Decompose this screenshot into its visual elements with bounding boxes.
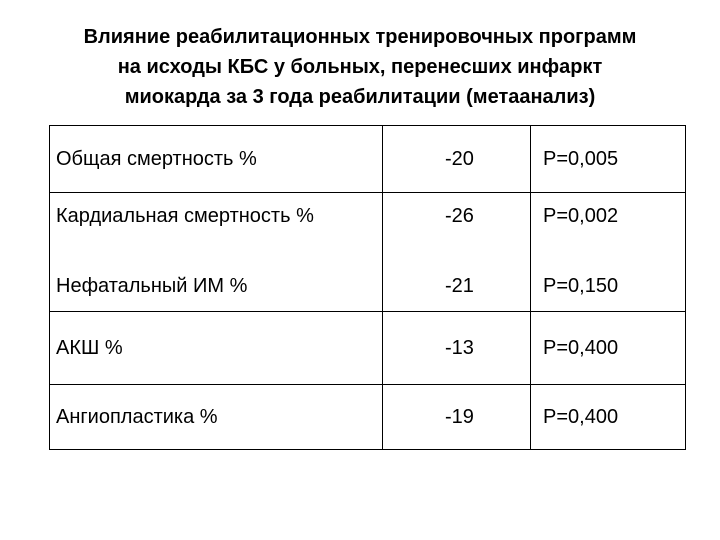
p-value-cell: P=0,150 [531,269,686,312]
outcome-cell: Кардиальная смертность % [50,193,383,270]
change-cell: -19 [383,385,531,450]
change-cell: -26 [383,193,531,270]
table-row [50,269,686,312]
p-value-cell: P=0,400 [531,312,686,385]
table-row [50,385,686,450]
outcome-cell: Нефатальный ИМ % [50,269,383,312]
p-value-cell: P=0,002 [531,193,686,270]
outcome-cell: АКШ % [50,312,383,385]
outcome-cell: Ангиопластика % [50,385,383,450]
table-row [50,193,686,270]
outcome-cell: Общая смертность % [50,126,383,193]
change-cell: -20 [383,126,531,193]
title-line-3: миокарда за 3 года реабилитации (метаанализ) [124,86,596,108]
change-cell: -21 [383,269,531,312]
page-title [20,22,700,112]
p-value-cell: P=0,400 [531,385,686,450]
p-value-cell: P=0,005 [531,126,686,193]
results-table [49,125,686,450]
title-line-2: на исходы КБС у больных, перенесших инфаркт [117,56,603,78]
change-cell: -13 [383,312,531,385]
table-row [50,312,686,385]
title-line-1: Влияние реабилитационных тренировочных программ [83,26,637,48]
table-row [50,126,686,193]
